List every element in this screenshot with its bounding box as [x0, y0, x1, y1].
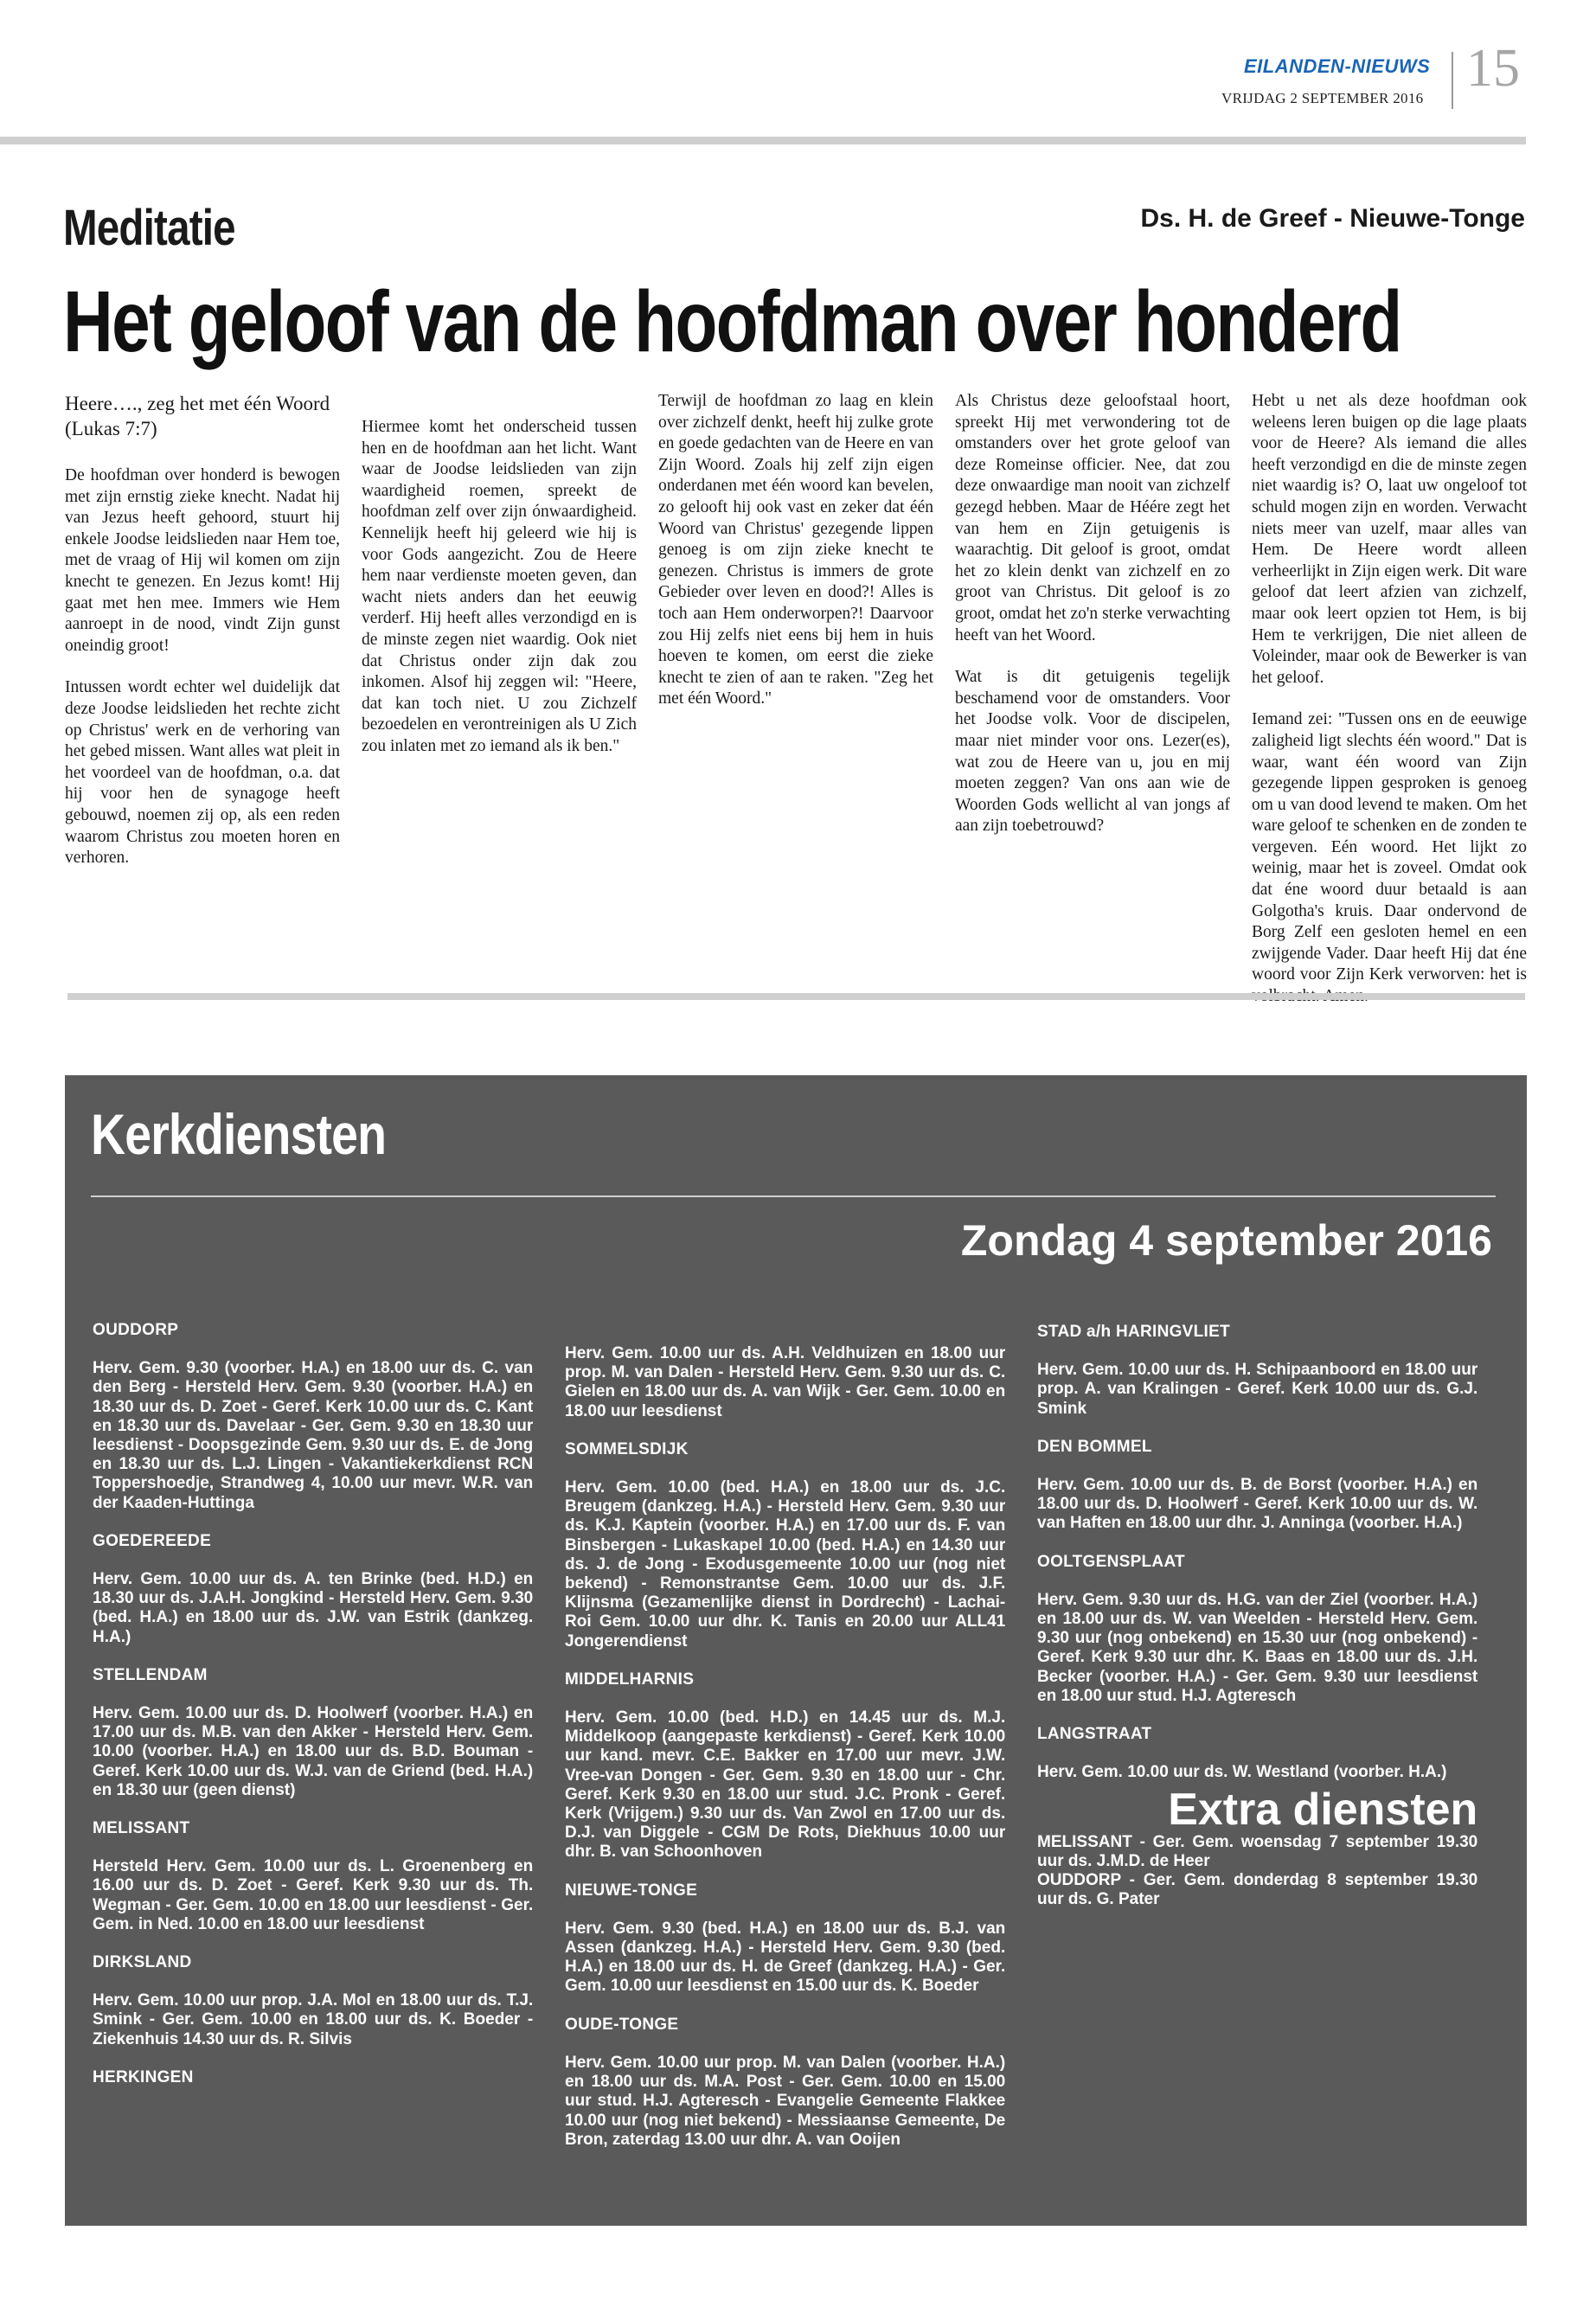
service-details: Herv. Gem. 10.00 (bed. H.A.) en 18.00 uur ds. J.C. Breugem (dankzeg. H.A.) - Hersteld Herv. Gem. 9.30 uur ds. K.J. Kaptein (voorber. H.A.) en 17.00 uur ds. F. van Binsbergen - Lukaskapel 10.00 (bed. H.A.) en 14.30 uur ds. J. de Jong - Exodusgemeente 10.00 uur (nog niet bekend) - Remonstrantse Gem. 10.00 uur ds. J.F. Klijnsma (Gezamenlijke dienst in Dordrecht) - Lachai-Roi Gem. 10.00 uur dhr. K. Tanis en 20.00 uur ALL41 Jongerendienst [565, 1477, 1006, 1650]
issue-date: VRIJDAG 2 SEPTEMBER 2016 [1221, 90, 1424, 106]
service-details: Herv. Gem. 9.30 (bed. H.A.) en 18.00 uur ds. B.J. van Assen (dankzeg. H.A.) - Hersteld Herv. Gem. 9.30 (bed. H.A.) en 18.00 uur ds. H. de Greef (dankzeg. H.A.) - Ger. Gem. 10.00 uur leesdienst en 15.00 uur ds. K. Boeder [565, 1918, 1006, 1996]
services-column [565, 1343, 1005, 2168]
article-column [1252, 391, 1527, 1029]
service-location: STAD a/h HARINGVLIET [1037, 1322, 1230, 1341]
article-paragraph: Hebt u net als deze hoofdman ook weleens leren buigen op die lage plaats voor de Heere? Als iemand die alles heeft verzondigd en die de minste zegen niet waardig is? O, laat uw ongeloof tot schuld mogen zijn en worden. Verwacht niets meer van uzelf, maar alles van Hem. De Heere wordt alleen verheerlijkt in Zijn eigen werk. Dit ware geloof dat leert afzien van zichzelf, maar ook leert opzien tot Hem, is bij Hem te verkrijgen, Die niet alleen de Voleinder, maar ook de Bewerker is van het geloof. [1252, 392, 1527, 687]
article-paragraph: Iemand zei: "Tussen ons en de eeuwige zaligheid ligt slechts één woord." Dat is waar, want één woord van Zijn gezegende lippen gesproken is genoeg om u van dood levend te maken. Om het ware geloof te schenken en de zonden te vergeven. Eén woord. Het lijkt zo weinig, maar het is zoveel. Omdat ook dat éne woord duur betaald is aan Golgotha's kruis. Daar ondervond de Borg Zelf een gesloten hemel en een zwijgende Vader. Daar heeft Hij dat éne woord voor Zijn Kerk verworven: het is [1252, 710, 1527, 984]
article-paragraph: Terwijl de hoofdman zo laag en klein over zichzelf denkt, heeft hij zulke grote en goede gedachten van de Heere en van Zijn Woord. Zoals hij zelf zijn eigen onderdanen met één woord kan bevelen, zo gelooft hij ook vast en zeker dat één Woord van Christus' gezegende lippen genoeg is om zijn zieke knecht te genezen. Christus is immers de grote Gebieder over leven en dood?! Alles is toch aan Hem onderworpen?! Daarvoor zou Hij zelfs niet eens bij hem in huis hoeven te komen, om eerst die zieke knecht te zien of aan te raken. "Zeg het met één Woord." [658, 392, 933, 708]
service-location: OUDDORP [93, 1320, 179, 1339]
article-paragraph: Hiermee komt het onderscheid tussen hen en de hoofdman aan het licht. Want waar de Joodse leidslieden van zijn waardigheid roemen, spreekt de hoofdman zelf over zijn ónwaardigheid. Kennelijk heeft hij geleerd wie hij is voor Gods aangezicht. Zou de Heere hem naar verdienste moeten geven, dan wacht niets anders dan het eeuwig verderf. Hij heeft alles verzondigd en is de minste zegen niet waardig. Ook niet dat Christus onder zijn dak zou inkomen. Alsof hij zeggen wil: "Heere, dat kan toch niet. U zou Zichzelf bezoedelen en verontreinigen als U Zich zou inlaten met zo iemand als ik ben." [362, 418, 637, 755]
section-kicker: Meditatie [63, 200, 235, 256]
service-location: HERKINGEN [93, 2067, 194, 2086]
service-details: Herv. Gem. 10.00 uur ds. D. Hoolwerf (voorber. H.A.) en 17.00 uur ds. M.B. van den Akker - Hersteld Herv. Gem. 10.00 (voorber. H.A.) en 18.00 uur ds. B.D. Bouman - Geref. Kerk 10.00 uur ds. W.J. van de Griend (bed. H.A.) en 18.30 uur (geen dienst) [93, 1703, 534, 1799]
section-divider [67, 993, 1525, 1000]
church-services-rule [91, 1195, 1496, 1197]
service-location: MELISSANT [93, 1818, 190, 1838]
article-column [65, 391, 340, 890]
extra-services [1037, 1832, 1477, 1909]
article-paragraph: Intussen wordt echter wel duidelijk dat deze Joodse leidslieden het rechte zicht op Christus' werk en de verhoring van het gebed missen. Want alles wat pleit in het voordeel van de hoofdman, o.a. dat hij voor hen de synagoge heeft gebouwd, noemen zij op, als een reden waarom Christus zou moeten horen en verhoren. [65, 678, 340, 868]
services-column [93, 1320, 533, 2106]
article-paragraph: De hoofdman over honderd is bewogen met zijn ernstig zieke knecht. Nadat hij van Jezus heeft gehoord, stuurt hij enkele Joodse leidslieden naar Hem toe, met de vraag of Hij wil komen om zijn knecht te genezen. En Jezus komt! Hij gaat met hen mee. Immers wie Hem aanroept in de nood, vindt Zijn gunst oneindig groot! [65, 466, 340, 655]
article-paragraph: Als Christus deze geloofstaal hoort, spreekt Hij met verwondering tot de omstanders over het grote geloof van deze Romeinse officier. Nee, dat zou deze onwaardige man nooit van zichzelf gezegd hebben. Maar de Héére zegt het van hem en Zijn getuigenis is waarachtig. Dit geloof is groot, omdat het zo klein denkt van zichzelf en zo groot van Christus. Dit geloof is zo groot, omdat het zo'n sterke verwachting heeft van het Woord. [955, 392, 1230, 644]
service-location: STELLENDAM [93, 1664, 208, 1684]
service-details: Herv. Gem. 10.00 uur ds. H. Schipaanboord en 18.00 uur prop. A. van Kralingen - Geref. Kerk 10.00 uur ds. G.J. Smink [1037, 1360, 1478, 1418]
service-details: Herv. Gem. 10.00 uur ds. A. ten Brinke (bed. H.D.) en 18.30 uur ds. J.A.H. Jongkind - Hersteld Herv. Gem. 9.30 (bed. H.A.) en 18.00 uur ds. J.W. van Estrik (dankzeg. H.A.) [93, 1569, 534, 1646]
article-headline: Het geloof van de hoofdman over honderd [63, 273, 1401, 370]
extra-service-line: MELISSANT - Ger. Gem. woensdag 7 september 19.30 uur ds. J.M.D. de Heer [1037, 1831, 1478, 1870]
masthead [0, 0, 1596, 143]
services-column [1037, 1322, 1477, 1908]
church-services-box [65, 1075, 1527, 2226]
service-details: Herv. Gem. 10.00 uur ds. W. Westland (voorber. H.A.) [1037, 1762, 1447, 1782]
service-location: DEN BOMMEL [1037, 1436, 1152, 1456]
article-intro: Heere…., zeg het met één Woord (Lukas 7:7) [65, 393, 330, 439]
church-services-title: Kerkdiensten [91, 1102, 387, 1166]
service-details: Hersteld Herv. Gem. 10.00 uur ds. L. Groenenberg en 16.00 uur ds. D. Zoet - Geref. Kerk 9.30 uur ds. Th. Wegman - Ger. Gem. 10.00 en 18.00 uur leesdienst - Ger. Gem. in Ned. 10.00 en 18.00 uur leesdienst [93, 1856, 534, 1933]
service-details: Herv. Gem. 10.00 (bed. H.D.) en 14.45 uur ds. M.J. Middelkoop (aangepaste kerkdienst) - Geref. Kerk 10.00 uur kand. mevr. C.E. Bakker en 17.00 uur mevr. J.W. Vree-van Dongen - Ger. Gem. 9.30 en 18.00 uur - Chr. Geref. Kerk 9.30 en 18.00 uur stud. J.C. Pronk - Geref. Kerk (Vrijgem.) 9.30 uur ds. Van Zwol en 17.00 uur ds. D.J. van Diggele - CGM De Rots, Diekhuus 10.00 uur dhr. B. van Schoonhoven [565, 1708, 1006, 1862]
article-column [658, 391, 933, 731]
service-details: Herv. Gem. 10.00 uur ds. A.H. Veldhuizen en 18.00 uur prop. M. van Dalen - Hersteld Herv. Gem. 9.30 uur ds. C. Gielen en 18.00 uur ds. A. van Wijk - Ger. Gem. 10.00 en 18.00 uur leesdienst [565, 1343, 1006, 1420]
service-details: Herv. Gem. 10.00 uur prop. J.A. Mol en 18.00 uur ds. T.J. Smink - Ger. Gem. 10.00 en 18.00 uur ds. K. Boeder - Ziekenhuis 14.30 uur ds. R. Silvis [93, 1990, 534, 2048]
service-location: MIDDELHARNIS [565, 1669, 695, 1689]
extra-service-line: OUDDORP - Ger. Gem. donderdag 8 september 19.30 uur ds. G. Pater [1037, 1870, 1478, 1909]
service-details: Herv. Gem. 10.00 uur ds. B. de Borst (voorber. H.A.) en 18.00 uur ds. D. Hoolwerf - Geref. Kerk 10.00 uur ds. W. van Haften en 18.00 uur dhr. J. Anninga (voorber. H.A.) [1037, 1475, 1478, 1533]
newspaper-logo: EILANDEN-NIEUWS [1244, 55, 1431, 77]
article-paragraph: Wat is dit getuigenis tegelijk beschamend voor de omstanders. Voor het Joodse volk. Voor de discipelen, maar niet minder voor ons. Lezer(es), wat zou de Heere van u, jou en mij moeten zeggen? Van ons aan wie de Woorden Gods wellicht al van jongs af aan zijn toebetrouwd? [955, 668, 1230, 836]
service-location: NIEUWE-TONGE [565, 1880, 698, 1900]
article-column [955, 391, 1230, 858]
service-details: Herv. Gem. 9.30 (voorber. H.A.) en 18.00 uur ds. C. van den Berg - Hersteld Herv. Gem. 9.30 (voorber. H.A.) en 18.30 uur ds. D. Zoet - Geref. Kerk 10.00 uur ds. C. Kant en 18.30 uur ds. Davelaar - Ger. Gem. 9.30 en 18.30 uur leesdienst - Doopsgezinde Gem. 9.30 uur ds. E. de Jong en 18.30 uur ds. L.J. Lingen - Vakantiekerkdienst RCN Toppershoedje, Strandweg 4, 10.00 uur mevr. W.R. van der Kaaden-Huttinga [93, 1358, 534, 1512]
service-details: Herv. Gem. 10.00 uur prop. M. van Dalen (voorber. H.A.) en 18.00 uur ds. M.A. Post - Ger. Gem. 10.00 en 15.00 uur stud. H.J. Agteresch - Evangelie Gemeente Flakkee 10.00 uur (nog niet bekend) - Messiaanse Gemeente, De Bron, zaterdag 13.00 uur dhr. A. van Ooijen [565, 2052, 1006, 2149]
service-location: OUDE-TONGE [565, 2014, 679, 2034]
service-location: LANGSTRAAT [1037, 1724, 1152, 1744]
article-body [65, 391, 1527, 984]
extra-services-title: Extra diensten [1168, 1785, 1478, 1836]
service-location: SOMMELSDIJK [565, 1439, 689, 1458]
service-location: OOLTGENSPLAAT [1037, 1551, 1185, 1571]
masthead-divider [1452, 52, 1453, 109]
service-date: Zondag 4 september 2016 [960, 1216, 1492, 1265]
page-number: 15 [1466, 39, 1520, 98]
service-details: Herv. Gem. 9.30 uur ds. H.G. van der Ziel (voorber. H.A.) en 18.00 uur ds. W. van Weelden - Hersteld Herv. Gem. 9.30 uur (nog onbekend) en 15.30 uur (nog onbekend) - Geref. Kerk 9.30 uur dhr. K. Baas en 18.00 uur ds. J.H. Becker (voorber. H.A.) - Ger. Gem. 9.30 uur leesdienst en 18.00 uur stud. H.J. Agteresch [1037, 1589, 1478, 1705]
service-location: GOEDEREEDE [93, 1530, 212, 1550]
article-byline: Ds. H. de Greef - Nieuwe-Tonge [1140, 204, 1525, 233]
service-location: DIRKSLAND [93, 1952, 192, 1972]
article-column [362, 417, 637, 779]
top-rule [0, 137, 1526, 144]
